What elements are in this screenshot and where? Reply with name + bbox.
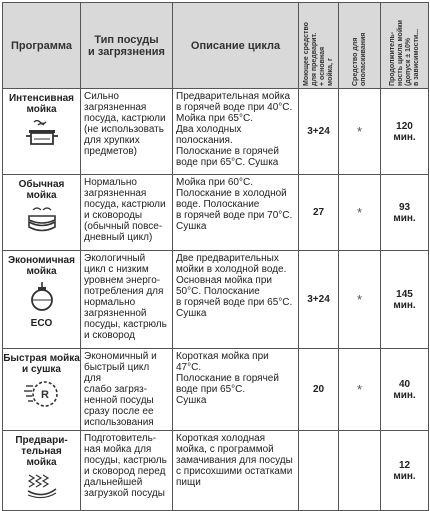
table-row <box>3 251 429 349</box>
rinse-aid-cell: * <box>339 175 381 251</box>
program-name: Интенсивная мойка <box>8 93 75 115</box>
program-cell <box>3 175 81 251</box>
header-rinse-aid: Средство для ополаскивания <box>339 3 381 89</box>
table-row <box>3 349 429 431</box>
wash-programs-table <box>2 2 429 511</box>
duration-cell: 12 мин. <box>381 431 429 511</box>
table-row <box>3 89 429 175</box>
rinse-aid-cell: * <box>339 251 381 349</box>
description-cell: Короткая мойка при 47°С. Полоскание в горячей воде при 65°С. Сушка <box>173 349 299 431</box>
duration-cell: 40 мин. <box>381 349 429 431</box>
duration-cell: 120 мин. <box>381 89 429 175</box>
program-name: Быстрая мойка и сушка <box>3 353 80 375</box>
description-cell: Мойка при 60°С. Полоскание в холодной воде. Полоскание в горячей воде при 70°С. Сушка <box>173 175 299 251</box>
rinse-aid-cell <box>339 431 381 511</box>
header-duration: Продолжитель- ность цикла мойки (допуск ± 10% в зависимости... <box>381 3 429 89</box>
program-name: Обычная мойка <box>18 179 65 201</box>
header-row <box>3 3 429 89</box>
dish-type-cell: Экономичный и быстрый цикл для слабо загряз- ненной посуды сразу после ее использования <box>81 349 173 431</box>
table-row <box>3 175 429 251</box>
description-cell: Предварительная мойка в горячей воде при 40°С. Мойка при 65°С. Два холодных полоскания. Полоскание в горячей воде при 65°С. Сушка <box>173 89 299 175</box>
description-cell: Короткая холодная мойка, с программой замачивания для посуды с присохшими остатками пищи <box>173 431 299 511</box>
detergent-cell: 3+24 <box>299 89 339 175</box>
duration-cell: 93 мин. <box>381 175 429 251</box>
svg-text:R: R <box>40 389 49 401</box>
eco-label: ECO <box>30 318 53 329</box>
dish-type-cell: Подготовитель- ная мойка для посуды, кастрюль и сковород перед дальнейшей загрузкой посуды <box>81 431 173 511</box>
rinse-aid-cell: * <box>339 349 381 431</box>
program-cell <box>3 349 81 431</box>
duration-cell: 145 мин. <box>381 251 429 349</box>
table-row <box>3 431 429 511</box>
header-dish-type: Тип посуды и загрязнения <box>81 3 173 89</box>
dish-type-cell: Экологичный цикл с низким уровнем энерго- потребления для нормально загрязненной посуды, кастрюль и сковород <box>81 251 173 349</box>
prewash-icon <box>25 471 59 499</box>
program-cell <box>3 251 81 349</box>
program-cell <box>3 89 81 175</box>
pot-icon <box>25 118 59 148</box>
header-description: Описание цикла <box>173 3 299 89</box>
detergent-cell: 27 <box>299 175 339 251</box>
dishes-icon <box>25 204 59 234</box>
detergent-cell <box>299 431 339 511</box>
dish-type-cell: Сильно загрязненная посуда, кастрюли (не использовать для хрупких предметов) <box>81 89 173 175</box>
detergent-cell: 3+24 <box>299 251 339 349</box>
header-program: Программа <box>3 3 81 89</box>
rinse-aid-cell: * <box>339 89 381 175</box>
dish-type-cell: Нормально загрязненная посуда, кастрюли и сковороды (обычный повсе- дневный цикл) <box>81 175 173 251</box>
program-name: Предвари-тельная мойка <box>15 435 68 468</box>
program-cell <box>3 431 81 511</box>
description-cell: Две предварительных мойки в холодной воде. Основная мойка при 50°С. Полоскание в горячей воде при 65°С. Сушка <box>173 251 299 349</box>
program-name: Экономичная мойка <box>8 255 75 277</box>
header-detergent: Моющее средство для предварит. + основная мойка, г <box>299 3 339 89</box>
quick-icon <box>24 378 60 410</box>
detergent-cell: 20 <box>299 349 339 431</box>
